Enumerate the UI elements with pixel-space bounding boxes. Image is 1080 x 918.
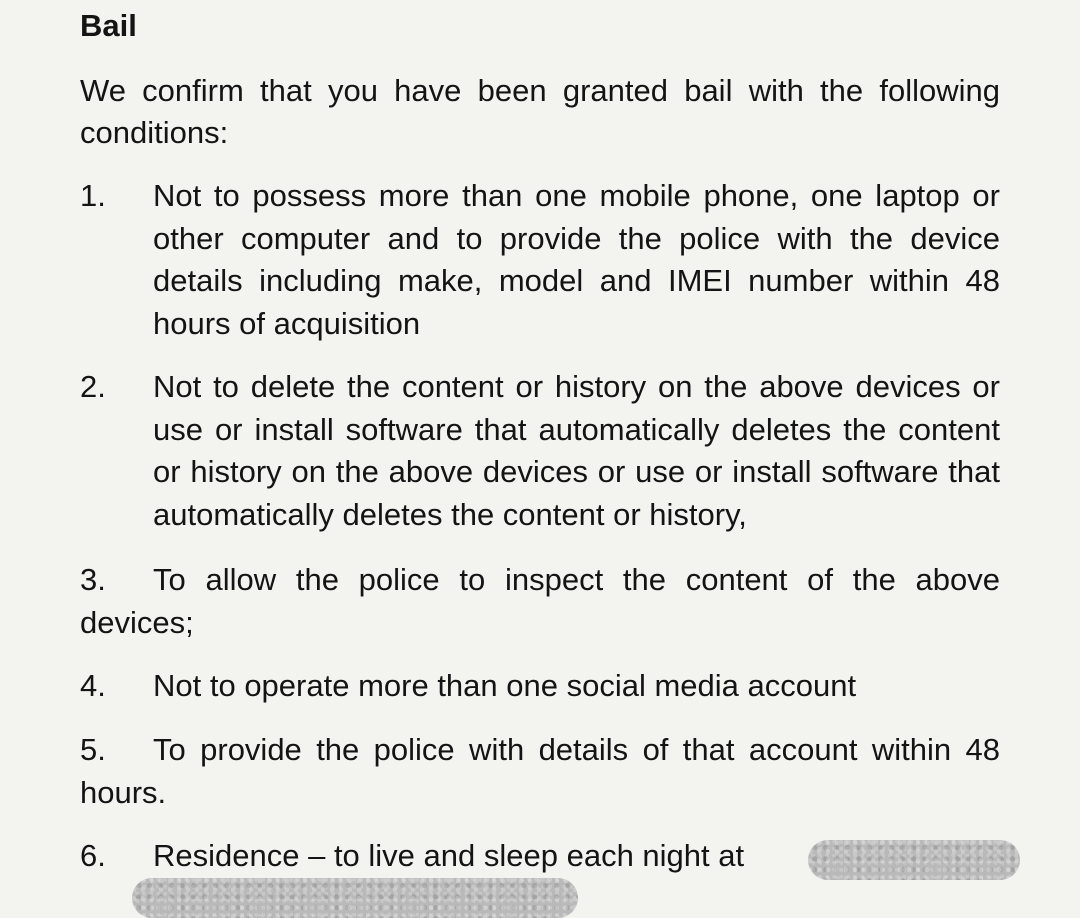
condition-number: 3.	[80, 562, 106, 597]
condition-number: 2.	[80, 369, 106, 404]
condition-item-4	[80, 665, 1000, 708]
condition-number: 4.	[80, 668, 106, 703]
condition-text: Not to operate more than one social media account	[153, 668, 857, 703]
condition-text: Residence – to live and sleep each night at	[153, 838, 745, 873]
redacted-address-block	[808, 840, 1020, 880]
condition-item-3	[80, 559, 1000, 644]
condition-number: 6.	[80, 838, 106, 873]
condition-item-5	[80, 729, 1000, 814]
condition-text: To provide the police with details of that account within 48 hours.	[80, 732, 1000, 810]
condition-number: 5.	[80, 732, 106, 767]
section-heading: Bail	[80, 8, 137, 43]
condition-number: 1.	[80, 178, 106, 213]
condition-item-2	[80, 366, 1000, 536]
intro-paragraph: We confirm that you have been granted bail with the following conditions:	[80, 73, 1000, 150]
condition-text: To allow the police to inspect the content of the above devices;	[80, 562, 1000, 640]
condition-text: Not to delete the content or history on the above devices or use or install software that automatically deletes the content or history on the above devices or use or install software that automatically deletes the content or history,	[153, 369, 1000, 532]
condition-item-1	[80, 175, 1000, 345]
condition-text: Not to possess more than one mobile phone, one laptop or other computer and to provide the police with the device details including make, model and IMEI number within 48 hours of acquisition	[153, 178, 1000, 341]
redacted-address-block	[132, 878, 578, 918]
